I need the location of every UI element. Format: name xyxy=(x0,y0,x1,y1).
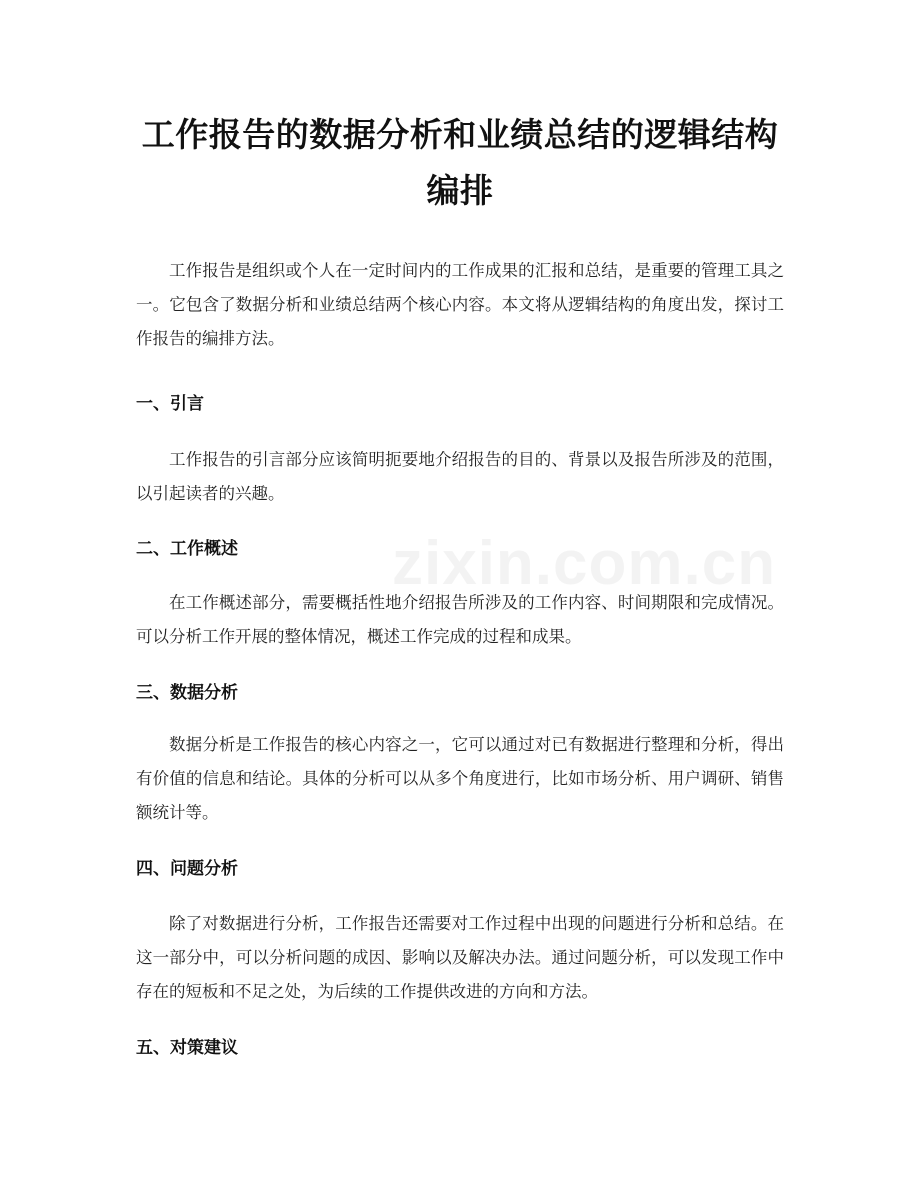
section-body-introduction: 工作报告的引言部分应该简明扼要地介绍报告的目的、背景以及报告所涉及的范围，以引起读者的兴趣。 xyxy=(136,450,784,503)
section-heading-problem-analysis: 四、问题分析 xyxy=(136,859,238,879)
section-heading-introduction: 一、引言 xyxy=(136,394,204,414)
section-body-work-overview: 在工作概述部分，需要概括性地介绍报告所涉及的工作内容、时间期限和完成情况。可以分析工作开展的整体情况，概述工作完成的过程和成果。 xyxy=(136,593,784,646)
section-heading-countermeasures: 五、对策建议 xyxy=(136,1038,238,1058)
section-heading-data-analysis: 三、数据分析 xyxy=(136,683,238,703)
document-title: 工作报告的数据分析和业绩总结的逻辑结构编排 xyxy=(141,115,779,210)
section-body-data-analysis: 数据分析是工作报告的核心内容之一，它可以通过对已有数据进行整理和分析，得出有价值的信息和结论。具体的分析可以从多个角度进行，比如市场分析、用户调研、销售额统计等。 xyxy=(136,735,784,822)
section-body-problem-analysis: 除了对数据进行分析，工作报告还需要对工作过程中出现的问题进行分析和总结。在这一部分中，可以分析问题的成因、影响以及解决办法。通过问题分析，可以发现工作中存在的短板和不足之处，为后续的工作提供改进的方向和方法。 xyxy=(136,914,784,1001)
watermark: zixin.com.cn xyxy=(392,529,777,598)
section-heading-work-overview: 二、工作概述 xyxy=(136,539,238,559)
intro-paragraph: 工作报告是组织或个人在一定时间内的工作成果的汇报和总结，是重要的管理工具之一。它包含了数据分析和业绩总结两个核心内容。本文将从逻辑结构的角度出发，探讨工作报告的编排方法。 xyxy=(136,261,784,348)
